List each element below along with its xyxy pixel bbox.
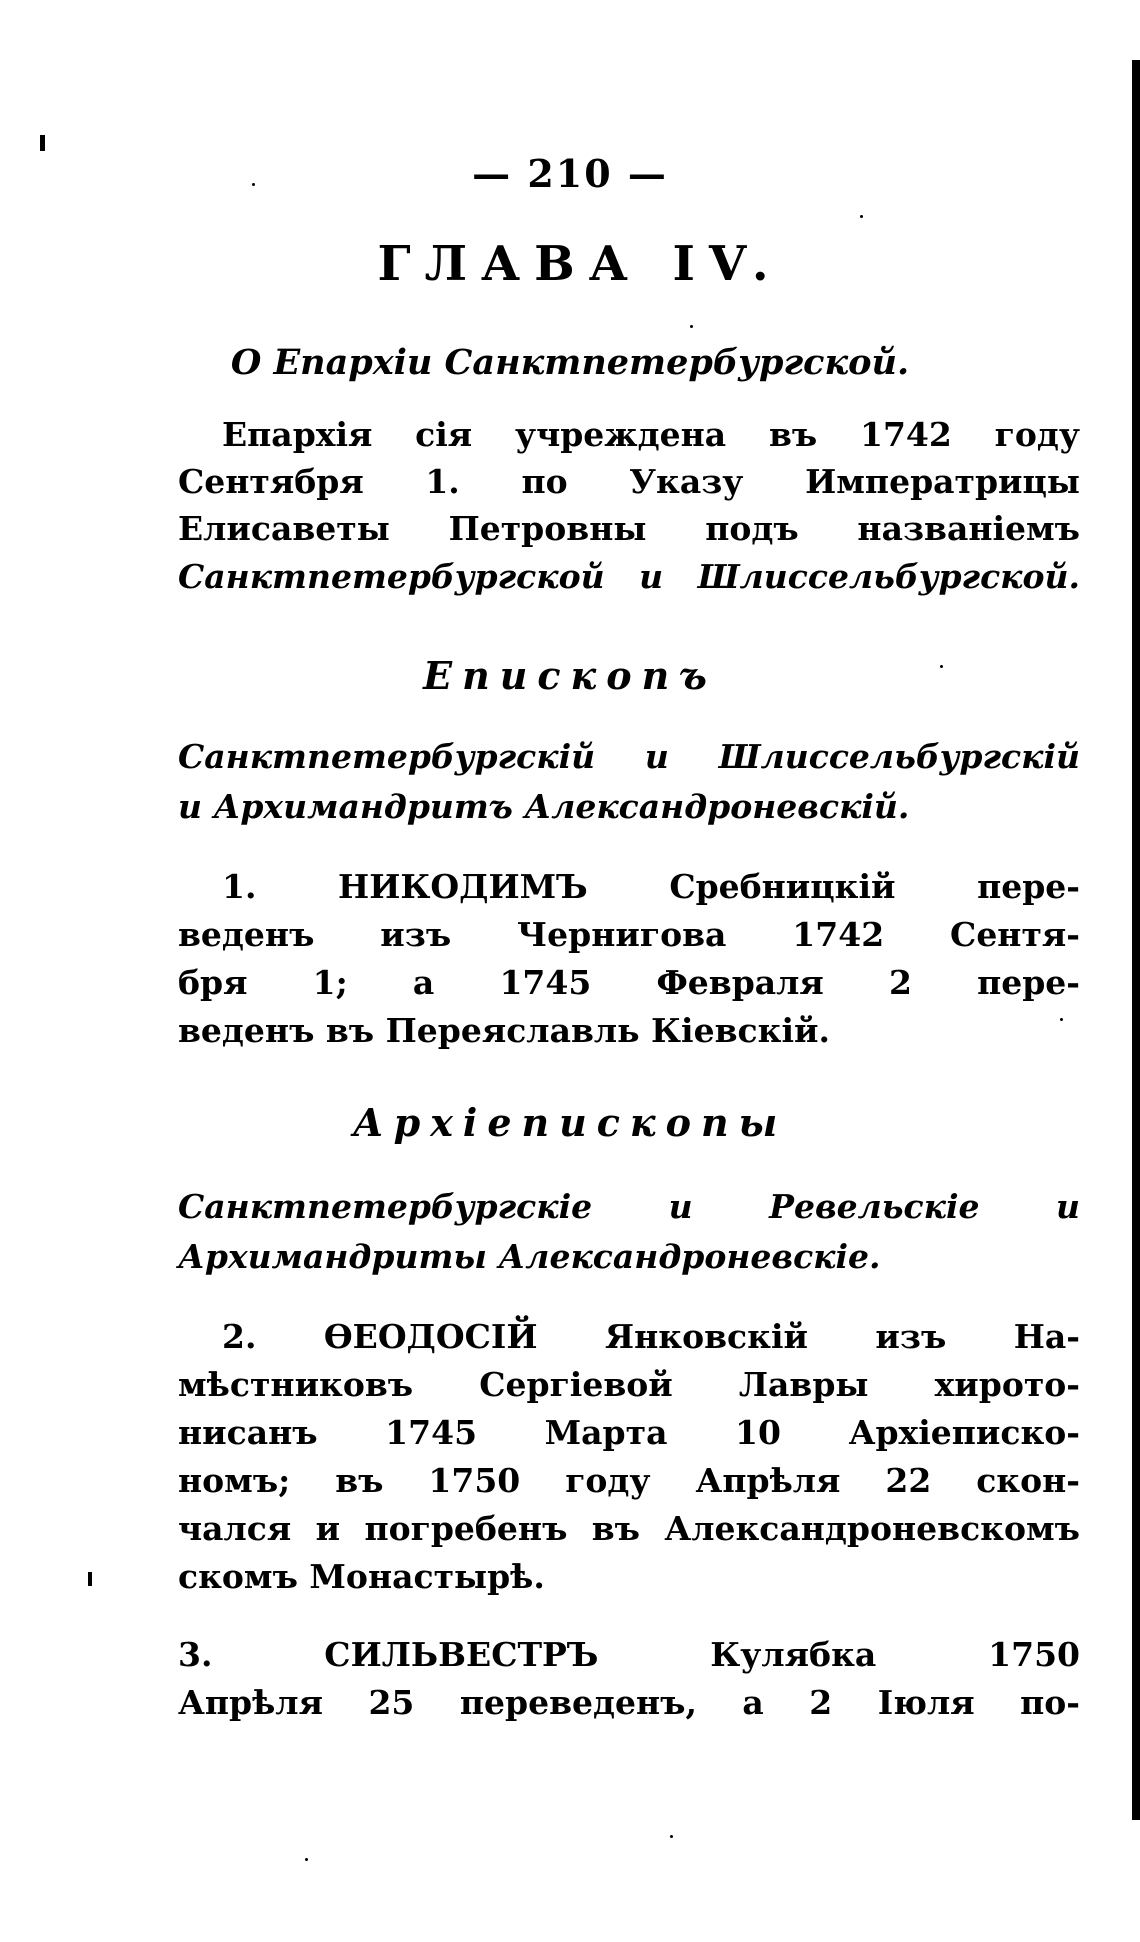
page-number: — 210 —	[472, 151, 668, 196]
ink-speck	[1060, 1018, 1063, 1021]
entry-line: 1. НИКОДИМЪ Сребницкій пере-	[222, 867, 1080, 906]
intro-line: Санктпетербургской и Шлиссельбургской.	[178, 557, 1080, 596]
section-title-line: Архимандриты Александроневскіе.	[178, 1237, 881, 1276]
section-heading-bishops: Епископъ	[423, 653, 717, 698]
entry-line: Апрѣля 25 переведенъ, а 2 Іюля по-	[178, 1683, 1080, 1722]
intro-line: Епархія сія учреждена въ 1742 году	[222, 415, 1080, 454]
entry-line: нисанъ 1745 Марта 10 Архіеписко-	[178, 1413, 1080, 1452]
entry-line: чался и погребенъ въ Александроневскомъ	[178, 1509, 1080, 1548]
entry-line: веденъ въ Переяславль Кіевскій.	[178, 1011, 830, 1050]
entry-line: бря 1; а 1745 Февраля 2 пере-	[178, 963, 1080, 1002]
page-edge-shadow	[1132, 60, 1140, 1820]
ink-speck	[860, 215, 863, 218]
section-title-line: Санктпетербургскій и Шлиссельбургскій	[178, 737, 1080, 776]
margin-mark	[88, 1572, 92, 1586]
chapter-title: ГЛАВА IV.	[377, 236, 783, 292]
ink-speck	[670, 1835, 673, 1838]
chapter-subtitle: О Епархіи Санктпетербургской.	[230, 342, 910, 383]
intro-line: Сентября 1. по Указу Императрицы	[178, 462, 1080, 501]
section-title-line: Санктпетербургскіе и Ревельскіе и	[178, 1187, 1080, 1226]
entry-line: скомъ Монастырѣ.	[178, 1557, 545, 1596]
ink-speck	[690, 325, 693, 328]
entry-line: мѣстниковъ Сергіевой Лавры хирото-	[178, 1365, 1080, 1404]
margin-mark	[40, 135, 45, 151]
section-title-line: и Архимандритъ Александроневскій.	[178, 787, 910, 826]
section-heading-archbishops: Архіепископы	[352, 1100, 788, 1145]
entry-line: 2. ѲЕОДОСІЙ Янковскій изъ На-	[222, 1317, 1080, 1356]
entry-line: номъ; въ 1750 году Апрѣля 22 скон-	[178, 1461, 1080, 1500]
ink-speck	[305, 1858, 308, 1861]
intro-line: Елисаветы Петровны подъ названіемъ	[178, 509, 1080, 548]
entry-line: веденъ изъ Чернигова 1742 Сентя-	[178, 915, 1080, 954]
entry-line: 3. СИЛЬВЕСТРЪ Кулябка 1750	[178, 1635, 1080, 1674]
